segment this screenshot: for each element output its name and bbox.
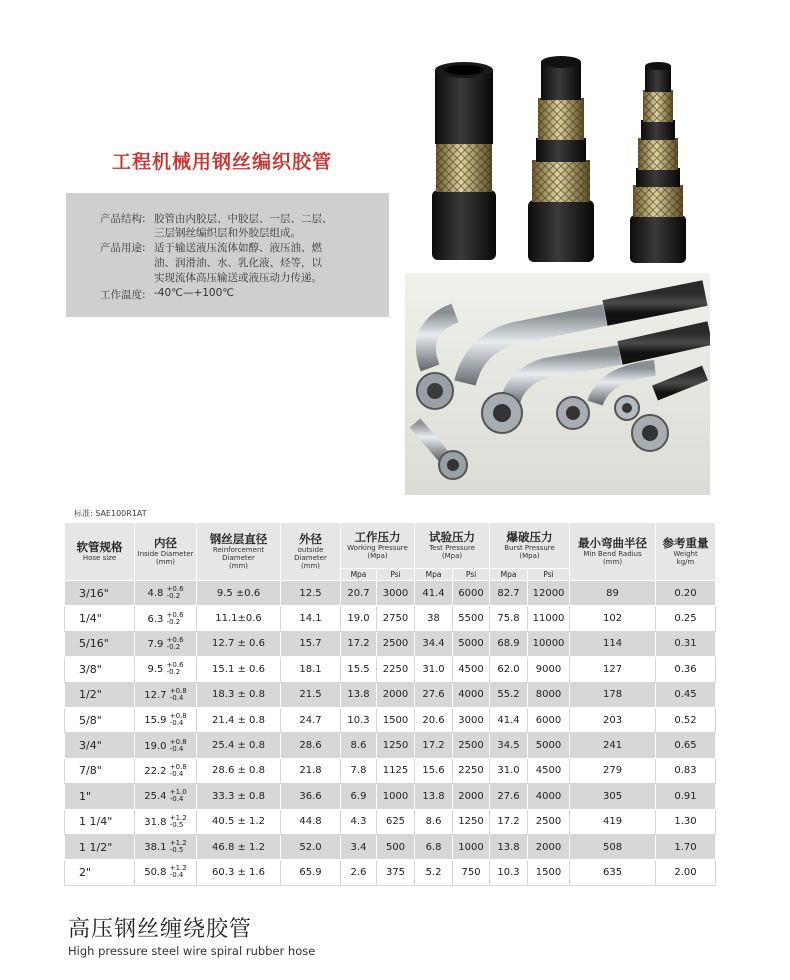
cell-wp-psi: 625	[377, 809, 415, 834]
tolerance	[170, 764, 187, 778]
cell-hose-size: 5/8"	[65, 707, 135, 732]
table-row	[65, 606, 716, 631]
tolerance	[167, 612, 184, 626]
cell-outside-diameter: 21.5	[281, 682, 341, 707]
cell-bp-mpa: 27.6	[490, 784, 528, 809]
tolerance-plus: +0.8	[169, 737, 187, 746]
tolerance-minus: -0.2	[166, 642, 181, 651]
cell-bp-mpa: 10.3	[490, 860, 528, 885]
inside-diameter-value: 19.0	[144, 740, 167, 752]
temp-value: -40℃—+100℃	[154, 287, 235, 299]
cell-outside-diameter: 65.9	[281, 860, 341, 885]
cell-hose-size: 3/8"	[65, 657, 135, 682]
cell-weight: 0.25	[656, 606, 716, 631]
cell-inside-diameter	[135, 657, 197, 682]
cell-bend-radius: 102	[570, 606, 656, 631]
cell-tp-mpa: 34.4	[415, 631, 453, 656]
cell-wp-mpa: 7.8	[341, 758, 377, 783]
tolerance-minus: -0.4	[169, 795, 184, 804]
tolerance-plus: +1.2	[169, 813, 187, 822]
cell-tp-mpa: 31.0	[415, 657, 453, 682]
cell-bp-mpa: 62.0	[490, 657, 528, 682]
cell-reinforcement-diameter: 25.4 ± 0.8	[197, 733, 281, 758]
cell-outside-diameter: 24.7	[281, 707, 341, 732]
cell-outside-diameter: 18.1	[281, 657, 341, 682]
cell-bp-psi: 4000	[528, 784, 570, 809]
cell-wp-psi: 1000	[377, 784, 415, 809]
usage-text-2: 油、润滑油、水、乳化液、烃等，以	[154, 257, 322, 269]
cell-outside-diameter: 36.6	[281, 784, 341, 809]
tolerance-plus: +0.8	[169, 762, 187, 771]
cell-inside-diameter	[135, 631, 197, 656]
tolerance-minus: -0.4	[169, 769, 184, 778]
cell-reinforcement-diameter: 21.4 ± 0.8	[197, 707, 281, 732]
structure-label: 产品结构:	[100, 213, 146, 225]
inside-diameter-value: 50.8	[144, 867, 167, 879]
cell-tp-psi: 5500	[453, 606, 490, 631]
inside-diameter-value: 22.2	[144, 765, 167, 777]
cell-tp-psi: 1000	[453, 834, 490, 859]
usage-text-3: 实现流体高压输送或液压动力传递。	[154, 272, 322, 284]
cell-wp-mpa: 13.8	[341, 682, 377, 707]
tolerance-minus: -0.2	[166, 668, 181, 677]
cell-bp-psi: 10000	[528, 631, 570, 656]
cell-wp-psi: 2000	[377, 682, 415, 707]
cell-reinforcement-diameter: 46.8 ± 1.2	[197, 834, 281, 859]
cell-tp-psi: 2250	[453, 758, 490, 783]
product-title: 工程机械用钢丝编织胶管	[112, 151, 333, 173]
cell-wp-psi: 2500	[377, 631, 415, 656]
spec-table	[64, 522, 716, 886]
cell-bp-psi: 2000	[528, 834, 570, 859]
tolerance	[170, 815, 187, 829]
header-outside-diameter: 外径 outside Diameter (mm)	[281, 523, 341, 581]
header-weight: 参考重量 Weight kg/m	[656, 523, 716, 581]
inside-diameter-value: 15.9	[144, 715, 167, 727]
header-tp-psi: Psi	[453, 569, 490, 581]
cell-bp-mpa: 75.8	[490, 606, 528, 631]
header-wp-psi: Psi	[377, 569, 415, 581]
cell-bend-radius: 127	[570, 657, 656, 682]
structure-text-1: 胶管由内胶层、中胶层、一层、二层、	[154, 213, 333, 225]
tolerance	[170, 713, 187, 727]
cell-tp-mpa: 17.2	[415, 733, 453, 758]
table-row	[65, 860, 716, 885]
cell-inside-diameter	[135, 581, 197, 606]
cell-weight: 0.36	[656, 657, 716, 682]
table-row	[65, 758, 716, 783]
cell-tp-mpa: 5.2	[415, 860, 453, 885]
cell-tp-mpa: 15.6	[415, 758, 453, 783]
tolerance	[170, 789, 187, 803]
cell-weight: 0.91	[656, 784, 716, 809]
cell-inside-diameter	[135, 682, 197, 707]
cell-wp-psi: 500	[377, 834, 415, 859]
cell-hose-size: 1 1/2"	[65, 834, 135, 859]
cell-tp-mpa: 13.8	[415, 784, 453, 809]
header-working-pressure: 工作压力 Working Pressure (Mpa)	[341, 523, 415, 569]
tolerance-plus: +1.2	[169, 864, 187, 873]
tolerance	[170, 865, 187, 879]
cell-tp-psi: 2000	[453, 784, 490, 809]
cell-bp-psi: 2500	[528, 809, 570, 834]
cell-tp-psi: 3000	[453, 707, 490, 732]
tolerance-minus: -0.2	[166, 617, 181, 626]
header-min-bend-radius: 最小弯曲半径 Min Bend Radius (mm)	[570, 523, 656, 581]
tolerance	[170, 739, 187, 753]
structure-text-2: 三层钢丝编织层和外胶层组成。	[154, 227, 301, 239]
tolerance-plus: +0.6	[166, 585, 184, 594]
tolerance	[170, 840, 187, 854]
cell-wp-psi: 3000	[377, 581, 415, 606]
cell-outside-diameter: 52.0	[281, 834, 341, 859]
inside-diameter-value: 12.7	[144, 689, 167, 701]
table-row	[65, 631, 716, 656]
cell-reinforcement-diameter: 33.3 ± 0.8	[197, 784, 281, 809]
cell-weight: 0.45	[656, 682, 716, 707]
tolerance	[170, 688, 187, 702]
cell-reinforcement-diameter: 11.1±0.6	[197, 606, 281, 631]
cell-hose-size: 5/16"	[65, 631, 135, 656]
cell-inside-diameter	[135, 707, 197, 732]
tolerance-plus: +1.0	[169, 788, 187, 797]
table-row	[65, 784, 716, 809]
cell-bend-radius: 114	[570, 631, 656, 656]
cell-reinforcement-diameter: 40.5 ± 1.2	[197, 809, 281, 834]
table-row	[65, 707, 716, 732]
cell-bend-radius: 89	[570, 581, 656, 606]
cell-tp-mpa: 8.6	[415, 809, 453, 834]
cell-wp-mpa: 20.7	[341, 581, 377, 606]
cell-weight: 0.31	[656, 631, 716, 656]
cell-hose-size: 3/16"	[65, 581, 135, 606]
cell-inside-diameter	[135, 606, 197, 631]
cell-bp-psi: 12000	[528, 581, 570, 606]
cell-wp-psi: 2750	[377, 606, 415, 631]
inside-diameter-value: 7.9	[147, 638, 164, 650]
cell-bp-mpa: 82.7	[490, 581, 528, 606]
cell-bend-radius: 178	[570, 682, 656, 707]
cell-inside-diameter	[135, 784, 197, 809]
table-row	[65, 657, 716, 682]
cell-bp-mpa: 68.9	[490, 631, 528, 656]
cell-tp-psi: 4000	[453, 682, 490, 707]
tolerance-plus: +0.6	[166, 635, 184, 644]
cell-bp-mpa: 34.5	[490, 733, 528, 758]
cell-inside-diameter	[135, 860, 197, 885]
cell-hose-size: 1 1/4"	[65, 809, 135, 834]
product-info-box	[66, 193, 389, 317]
temp-label: 工作温度:	[100, 289, 146, 301]
tolerance-minus: -0.5	[169, 820, 184, 829]
cell-wp-psi: 2250	[377, 657, 415, 682]
tolerance-minus: -0.4	[169, 744, 184, 753]
header-burst-pressure: 爆破压力 Burst Pressure (Mpa)	[490, 523, 570, 569]
cell-weight: 0.20	[656, 581, 716, 606]
cell-reinforcement-diameter: 60.3 ± 1.6	[197, 860, 281, 885]
tolerance-minus: -0.4	[169, 719, 184, 728]
cell-wp-mpa: 2.6	[341, 860, 377, 885]
cell-wp-mpa: 4.3	[341, 809, 377, 834]
hose-cutaway-photo	[405, 50, 715, 272]
cell-hose-size: 1"	[65, 784, 135, 809]
cell-bp-psi: 9000	[528, 657, 570, 682]
tolerance-plus: +1.2	[169, 839, 187, 848]
table-row	[65, 682, 716, 707]
cell-bend-radius: 305	[570, 784, 656, 809]
cell-wp-psi: 1250	[377, 733, 415, 758]
cell-bend-radius: 508	[570, 834, 656, 859]
header-inside-diameter: 内径 Inside Diameter (mm)	[135, 523, 197, 581]
header-bp-mpa: Mpa	[490, 569, 528, 581]
cell-reinforcement-diameter: 9.5 ±0.6	[197, 581, 281, 606]
cell-bp-mpa: 41.4	[490, 707, 528, 732]
cell-tp-mpa: 41.4	[415, 581, 453, 606]
cell-bend-radius: 203	[570, 707, 656, 732]
tolerance-minus: -0.5	[169, 846, 184, 855]
tolerance	[167, 662, 184, 676]
cell-bp-psi: 6000	[528, 707, 570, 732]
cell-weight: 0.65	[656, 733, 716, 758]
cell-bend-radius: 279	[570, 758, 656, 783]
cell-bp-psi: 11000	[528, 606, 570, 631]
cell-tp-mpa: 27.6	[415, 682, 453, 707]
cell-tp-mpa: 20.6	[415, 707, 453, 732]
cell-reinforcement-diameter: 12.7 ± 0.6	[197, 631, 281, 656]
cell-weight: 0.83	[656, 758, 716, 783]
tolerance-plus: +0.8	[169, 686, 187, 695]
cell-hose-size: 7/8"	[65, 758, 135, 783]
cell-bend-radius: 419	[570, 809, 656, 834]
cell-tp-psi: 1250	[453, 809, 490, 834]
usage-label: 产品用途:	[100, 242, 146, 254]
tolerance-plus: +0.8	[169, 712, 187, 721]
cell-inside-diameter	[135, 758, 197, 783]
inside-diameter-value: 31.8	[144, 816, 167, 828]
cell-hose-size: 1/2"	[65, 682, 135, 707]
header-hose-size: 软管规格 Hose size	[65, 523, 135, 581]
table-row	[65, 581, 716, 606]
tolerance-minus: -0.4	[169, 693, 184, 702]
cell-wp-mpa: 15.5	[341, 657, 377, 682]
cell-tp-psi: 2500	[453, 733, 490, 758]
cell-wp-psi: 375	[377, 860, 415, 885]
cell-outside-diameter: 21.8	[281, 758, 341, 783]
tolerance	[167, 586, 184, 600]
cell-outside-diameter: 28.6	[281, 733, 341, 758]
header-wp-mpa: Mpa	[341, 569, 377, 581]
cell-outside-diameter: 12.5	[281, 581, 341, 606]
cell-outside-diameter: 15.7	[281, 631, 341, 656]
tolerance-plus: +0.6	[166, 610, 184, 619]
cell-bp-psi: 8000	[528, 682, 570, 707]
cell-tp-psi: 750	[453, 860, 490, 885]
usage-text-1: 适于输送液压流体如醇、液压油、燃	[154, 242, 322, 254]
cell-reinforcement-diameter: 18.3 ± 0.8	[197, 682, 281, 707]
cell-wp-mpa: 17.2	[341, 631, 377, 656]
tolerance-minus: -0.4	[169, 871, 184, 880]
hose-3	[630, 62, 686, 263]
cell-weight: 2.00	[656, 860, 716, 885]
cell-tp-mpa: 38	[415, 606, 453, 631]
table-row	[65, 809, 716, 834]
header-tp-mpa: Mpa	[415, 569, 453, 581]
cell-reinforcement-diameter: 15.1 ± 0.6	[197, 657, 281, 682]
cell-hose-size: 3/4"	[65, 733, 135, 758]
tolerance-minus: -0.2	[166, 592, 181, 601]
table-row	[65, 834, 716, 859]
inside-diameter-value: 38.1	[144, 842, 167, 854]
cell-outside-diameter: 14.1	[281, 606, 341, 631]
header-bp-psi: Psi	[528, 569, 570, 581]
tolerance-plus: +0.6	[166, 661, 184, 670]
cell-wp-psi: 1125	[377, 758, 415, 783]
cell-tp-mpa: 6.8	[415, 834, 453, 859]
header-test-pressure: 试验压力 Test Pressure (Mpa)	[415, 523, 490, 569]
inside-diameter-value: 6.3	[147, 613, 164, 625]
cell-bp-psi: 5000	[528, 733, 570, 758]
cell-weight: 1.30	[656, 809, 716, 834]
spec-table-body	[65, 581, 716, 886]
cell-bend-radius: 635	[570, 860, 656, 885]
cell-inside-diameter	[135, 809, 197, 834]
cell-weight: 1.70	[656, 834, 716, 859]
cell-hose-size: 2"	[65, 860, 135, 885]
cell-bp-mpa: 13.8	[490, 834, 528, 859]
cell-tp-psi: 5000	[453, 631, 490, 656]
hose-1	[432, 62, 496, 260]
tolerance	[167, 637, 184, 651]
cell-hose-size: 1/4"	[65, 606, 135, 631]
cell-outside-diameter: 44.8	[281, 809, 341, 834]
section-subtitle-spiral-hose: High pressure steel wire spiral rubber hose	[68, 944, 316, 958]
cell-wp-mpa: 10.3	[341, 707, 377, 732]
section-title-spiral-hose: 高压钢丝缠绕胶管	[68, 917, 253, 942]
cell-inside-diameter	[135, 733, 197, 758]
cell-weight: 0.52	[656, 707, 716, 732]
cell-wp-mpa: 6.9	[341, 784, 377, 809]
hose-fittings-photo	[405, 273, 710, 495]
standard-label: 标准: SAE100R1AT	[74, 509, 147, 518]
hose-2	[528, 56, 594, 262]
cell-bp-mpa: 31.0	[490, 758, 528, 783]
cell-bp-psi: 1500	[528, 860, 570, 885]
cell-wp-mpa: 8.6	[341, 733, 377, 758]
cell-inside-diameter	[135, 834, 197, 859]
cell-reinforcement-diameter: 28.6 ± 0.8	[197, 758, 281, 783]
inside-diameter-value: 25.4	[144, 791, 167, 803]
cell-tp-psi: 4500	[453, 657, 490, 682]
cell-bp-mpa: 55.2	[490, 682, 528, 707]
cell-wp-mpa: 3.4	[341, 834, 377, 859]
cell-bend-radius: 241	[570, 733, 656, 758]
cell-wp-psi: 1500	[377, 707, 415, 732]
cell-bp-mpa: 17.2	[490, 809, 528, 834]
header-reinforcement-diameter: 钢丝层直径 Reinforcement Diameter (mm)	[197, 523, 281, 581]
cell-wp-mpa: 19.0	[341, 606, 377, 631]
cell-bp-psi: 4500	[528, 758, 570, 783]
inside-diameter-value: 9.5	[147, 664, 164, 676]
table-row	[65, 733, 716, 758]
cell-tp-psi: 6000	[453, 581, 490, 606]
inside-diameter-value: 4.8	[147, 588, 164, 600]
